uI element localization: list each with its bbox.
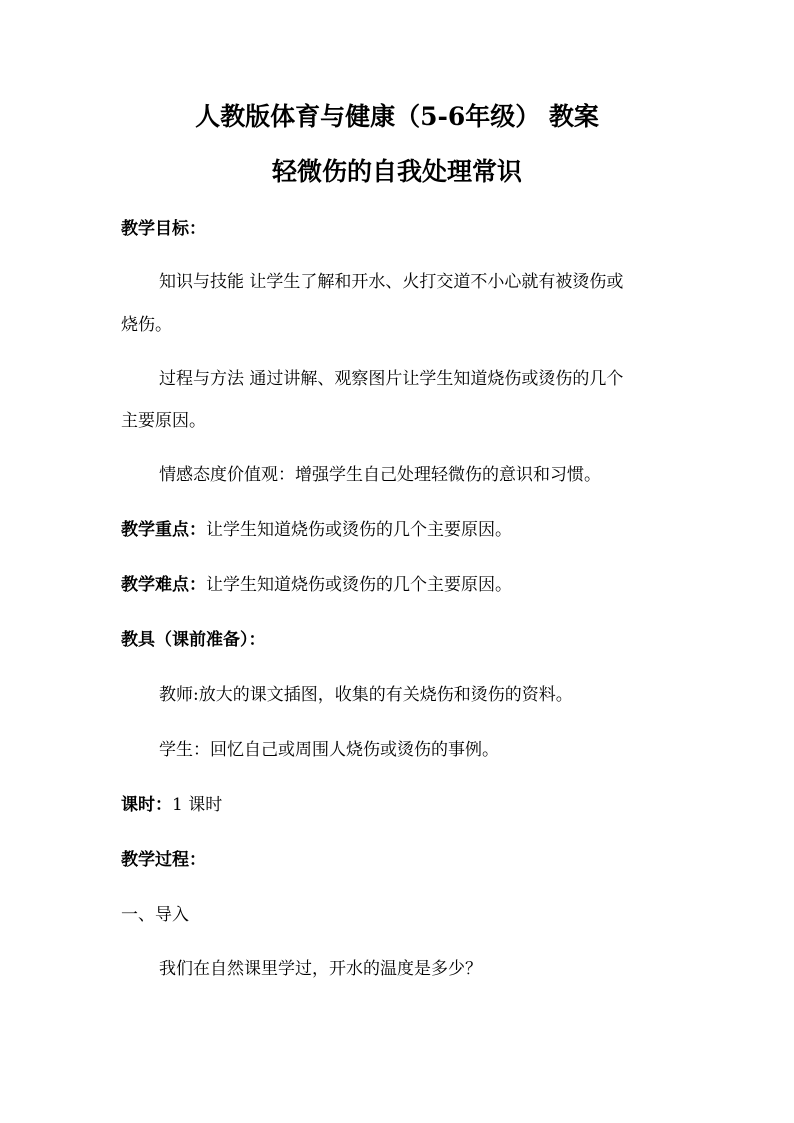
difficulty-text: 让学生知道烧伤或烫伤的几个主要原因。 (206, 575, 512, 595)
teacher-line: 教师:放大的课文插图，收集的有关烧伤和烫伤的资料。 (159, 685, 573, 705)
intro-heading: 一、导入 (121, 905, 189, 925)
student-line: 学生：回忆自己或周围人烧伤或烫伤的事例。 (159, 740, 499, 760)
hours-line (121, 793, 222, 817)
knowledge-line-1: 知识与技能 让学生了解和开水、火打交道不小心就有被烫伤或 (159, 272, 624, 292)
hours-text: 1 课时 (172, 795, 223, 815)
objectives-heading: 教学目标： (121, 219, 206, 239)
process-line-2: 主要原因。 (121, 411, 206, 431)
key-point-line (121, 518, 512, 542)
document-title: 人教版体育与健康（5-6年级） 教案 (195, 102, 599, 131)
key-point-text: 让学生知道烧伤或烫伤的几个主要原因。 (206, 520, 512, 540)
document-subtitle: 轻微伤的自我处理常识 (271, 157, 522, 186)
difficulty-line (121, 573, 512, 597)
difficulty-label: 教学难点： (121, 575, 206, 595)
knowledge-line-2: 烧伤。 (121, 315, 172, 335)
hours-label: 课时： (121, 795, 172, 815)
process-line-1: 过程与方法 通过讲解、观察图片让学生知道烧伤或烫伤的几个 (159, 369, 624, 389)
process-heading: 教学过程： (121, 850, 206, 870)
intro-question: 我们在自然课里学过，开水的温度是多少？ (159, 959, 482, 979)
tools-heading: 教具（课前准备）： (121, 630, 266, 650)
emotion-line: 情感态度价值观：增强学生自己处理轻微伤的意识和习惯。 (159, 465, 601, 485)
key-point-label: 教学重点： (121, 520, 206, 540)
